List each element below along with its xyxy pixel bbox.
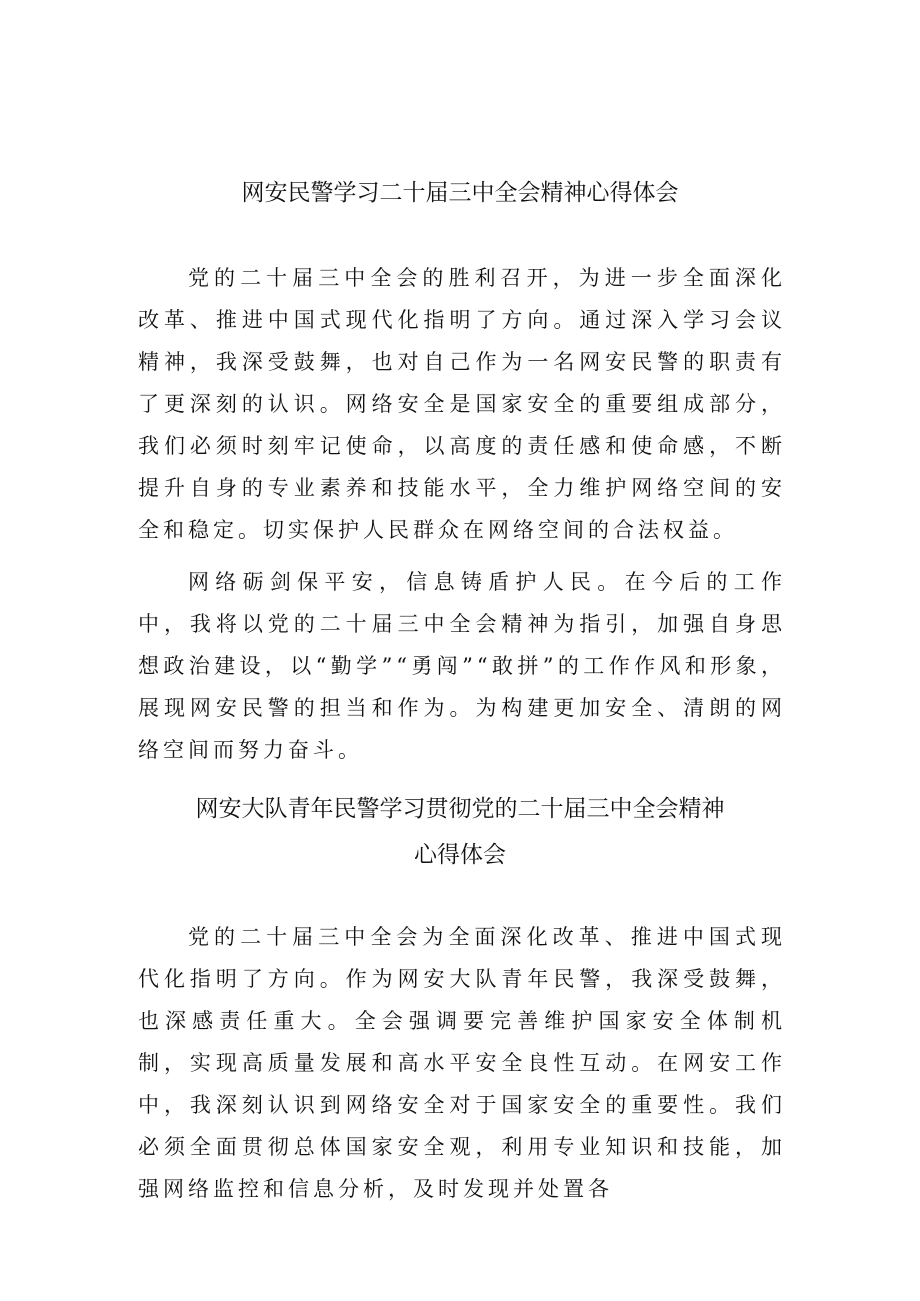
- section-2-title: [0, 786, 920, 878]
- section-1-paragraph-2: 网络砺剑保平安，信息铸盾护人民。在今后的工作中，我将以党的二十届三中全会精神为指引，加强自身思想政治建设，以“勤学”“勇闯”“敢拼”的工作作风和形象，展现网安民警的担当和作为。为构建更加安全、清朗的网络空间而努力奋斗。: [138, 570, 786, 762]
- section-2-title-line-1: 网安大队青年民警学习贯彻党的二十届三中全会精神: [195, 796, 725, 822]
- section-1-title: 网安民警学习二十届三中全会精神心得体会: [241, 180, 679, 206]
- section-2-paragraph-1: 党的二十届三中全会为全面深化改革、推进中国式现代化指明了方向。作为网安大队青年民警，我深受鼓舞，也深感责任重大。全会强调要完善维护国家安全体制机制，实现高质量发展和高水平安全良性互动。在网安工作中，我深刻认识到网络安全对于国家安全的重要性。我们必须全面贯彻总体国家安全观，利用专业知识和技能，加强网络监控和信息分析，及时发现并处置各: [138, 925, 786, 1201]
- section-1-paragraph-1: 党的二十届三中全会的胜利召开，为进一步全面深化改革、推进中国式现代化指明了方向。通过深入学习会议精神，我深受鼓舞，也对自己作为一名网安民警的职责有了更深刻的认识。网络安全是国家安全的重要组成部分，我们必须时刻牢记使命，以高度的责任感和使命感，不断提升自身的专业素养和技能水平，全力维护网络空间的安全和稳定。切实保护人民群众在网络空间的合法权益。: [138, 266, 786, 542]
- section-2-title-line-2: 心得体会: [414, 842, 506, 868]
